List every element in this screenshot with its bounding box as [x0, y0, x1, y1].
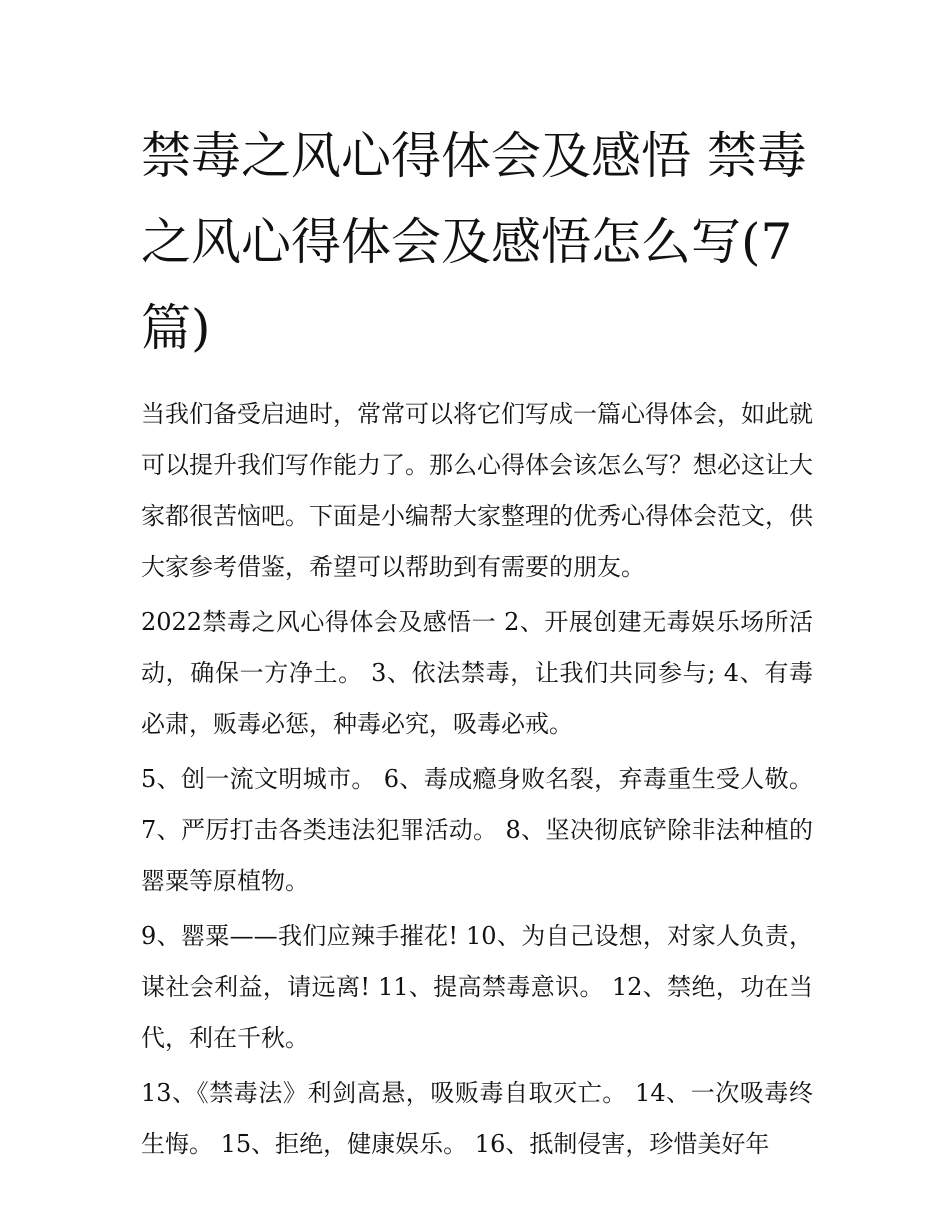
document-title: 禁毒之风心得体会及感悟 禁毒之风心得体会及感悟怎么写(7篇) — [141, 127, 807, 357]
intro-paragraph: 当我们备受启迪时，常常可以将它们写成一篇心得体会，如此就可以提升我们写作能力了。那么心得体会该怎么写？想必这让大家都很苦恼吧。下面是小编帮大家整理的优秀心得体会范文，供大家参考借鉴，希望可以帮助到有需要的朋友。 — [141, 400, 813, 581]
body-paragraph: 13、《禁毒法》利剑高悬，吸贩毒自取灭亡。 14、一次吸毒终生悔。 15、拒绝，健康娱乐。 16、抵制侵害，珍惜美好年 — [141, 1079, 813, 1158]
body-paragraph: 9、罂粟——我们应辣手摧花! 10、为自己设想，对家人负责，谋社会利益，请远离! 11、提高禁毒意识。 12、禁绝，功在当代，利在千秋。 — [141, 922, 813, 1052]
document-page — [141, 113, 813, 1170]
body-paragraph: 2022禁毒之风心得体会及感悟一 2、开展创建无毒娱乐场所活动，确保一方净土。 3、依法禁毒，让我们共同参与; 4、有毒必肃，贩毒必惩，种毒必究，吸毒必戒。 — [141, 608, 813, 738]
body-paragraph: 5、创一流文明城市。 6、毒成瘾身败名裂，弃毒重生受人敬。 7、严厉打击各类违法犯罪活动。 8、坚决彻底铲除非法种植的罂粟等原植物。 — [141, 765, 813, 895]
document-body — [141, 389, 813, 1170]
